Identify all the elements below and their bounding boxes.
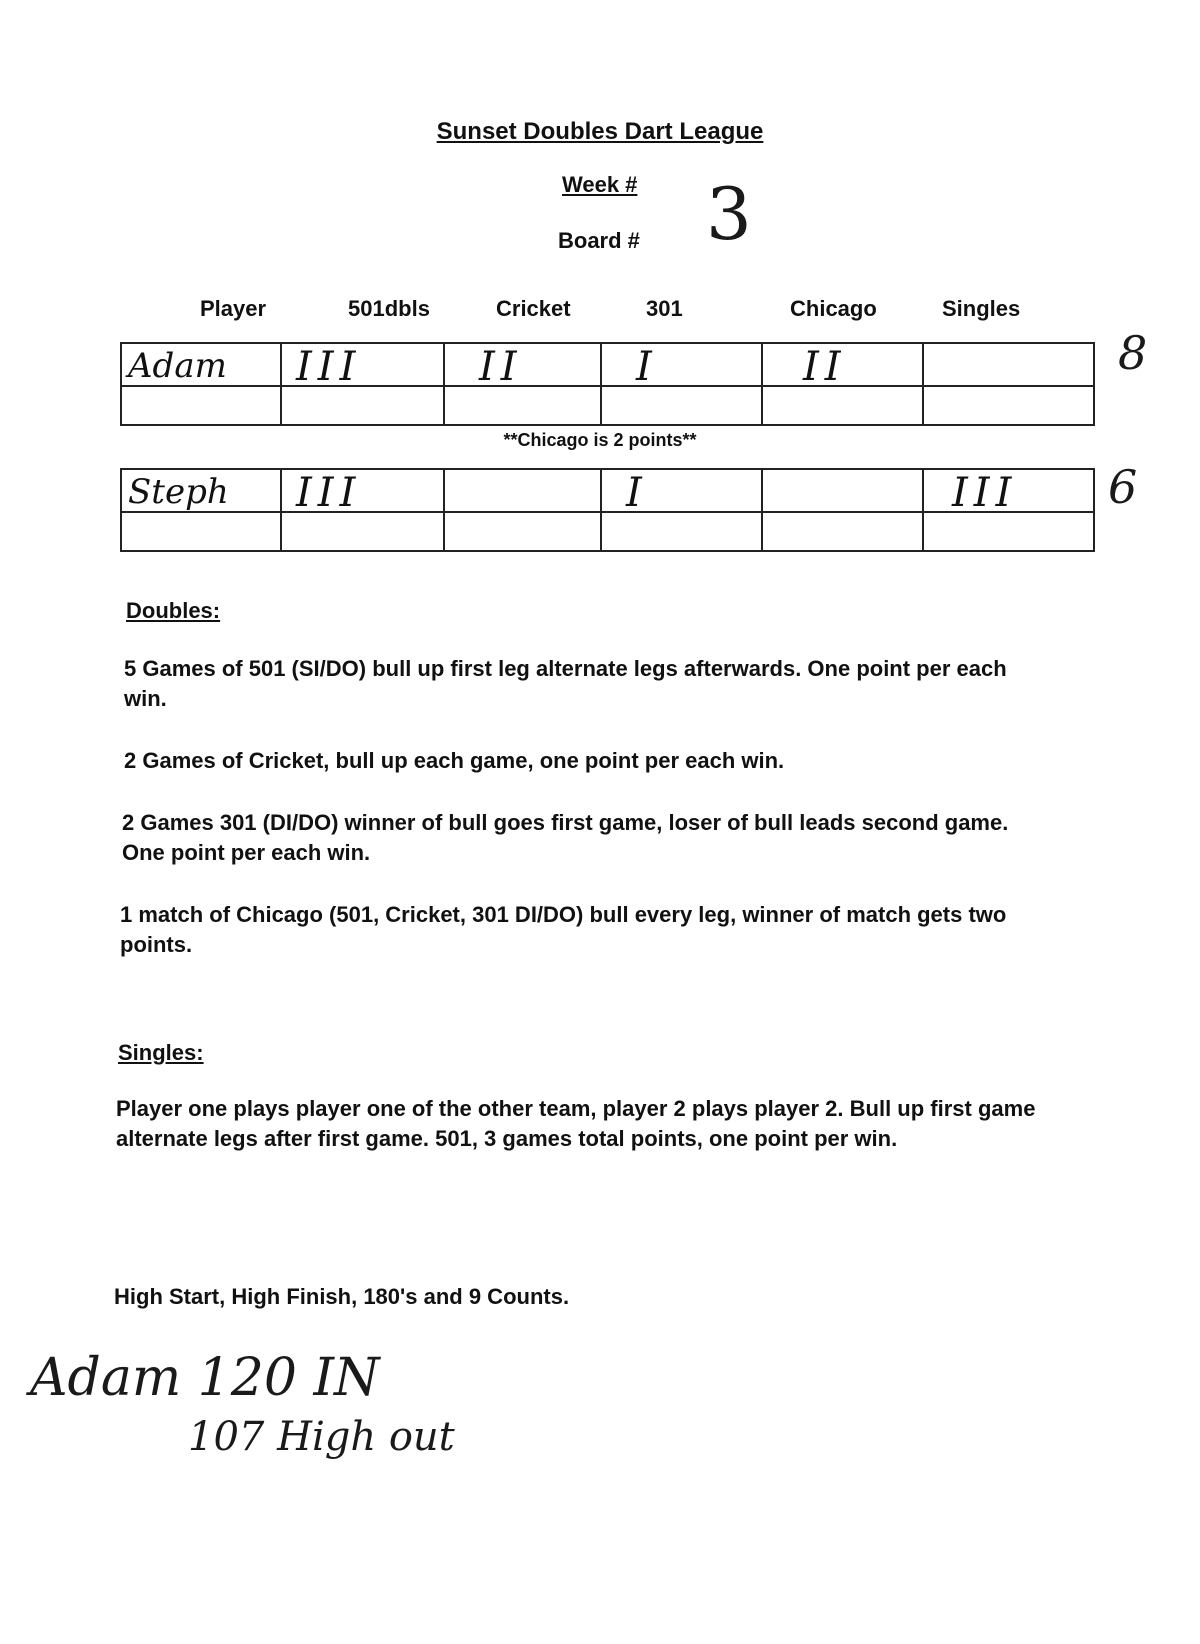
board-label: Board # xyxy=(558,228,640,253)
col-cricket: Cricket xyxy=(496,296,571,321)
score-cell-chicago xyxy=(763,470,924,550)
player-cell xyxy=(122,344,282,424)
doubles-rule-301: 2 Games 301 (DI/DO) winner of bull goes first game, loser of bull leads second game. One point per each win. xyxy=(122,810,1009,865)
chicago-note: **Chicago is 2 points** xyxy=(503,430,697,450)
tally-mark: III xyxy=(296,470,362,516)
board-number: 3 xyxy=(706,172,752,256)
singles-rule: Player one plays player one of the other team, player 2 plays player 2. Bull up first game alternate legs after first game. 501, 3 games total points, one point per win. xyxy=(116,1096,1036,1151)
league-title: Sunset Doubles Dart League xyxy=(436,118,764,145)
week-label: Week # xyxy=(562,172,638,197)
tally-mark: I xyxy=(636,344,658,390)
tally-mark: I xyxy=(626,470,648,516)
handwritten-note-line1: Adam 120 IN xyxy=(30,1348,380,1408)
row-1-total: 8 xyxy=(1118,326,1148,380)
col-player: Player xyxy=(200,296,267,321)
score-cell-singles xyxy=(924,470,1093,550)
score-row-1 xyxy=(120,342,1095,426)
score-cell-cricket xyxy=(445,470,602,550)
score-cell-501dbls xyxy=(282,344,445,424)
col-chicago: Chicago xyxy=(790,296,877,321)
footer-note: High Start, High Finish, 180's and 9 Counts. xyxy=(114,1284,570,1309)
player-name: Steph xyxy=(128,472,229,512)
tally-mark: II xyxy=(803,344,847,390)
handwritten-note-line2: 107 High out xyxy=(188,1414,455,1460)
doubles-rule-chicago: 1 match of Chicago (501, Cricket, 301 DI/DO) bull every leg, winner of match gets two points. xyxy=(120,902,1007,957)
doubles-rule-cricket: 2 Games of Cricket, bull up each game, one point per each win. xyxy=(124,748,785,773)
row-2-total: 6 xyxy=(1108,460,1138,514)
score-cell-chicago xyxy=(763,344,924,424)
col-501dbls: 501dbls xyxy=(348,296,430,321)
player-cell xyxy=(122,470,282,550)
score-cell-301 xyxy=(602,344,763,424)
doubles-rule-501: 5 Games of 501 (SI/DO) bull up first leg alternate legs afterwards. One point per each win. xyxy=(124,656,1007,711)
tally-mark: III xyxy=(296,344,362,390)
score-cell-301 xyxy=(602,470,763,550)
tally-mark: II xyxy=(479,344,523,390)
score-cell-singles xyxy=(924,344,1093,424)
doubles-heading: Doubles: xyxy=(126,598,221,623)
score-cell-501dbls xyxy=(282,470,445,550)
tally-mark: III xyxy=(952,470,1018,516)
score-cell-cricket xyxy=(445,344,602,424)
score-row-2 xyxy=(120,468,1095,552)
singles-heading: Singles: xyxy=(118,1040,204,1065)
col-301: 301 xyxy=(646,296,683,321)
col-singles: Singles xyxy=(942,296,1021,321)
player-name: Adam xyxy=(128,346,227,386)
